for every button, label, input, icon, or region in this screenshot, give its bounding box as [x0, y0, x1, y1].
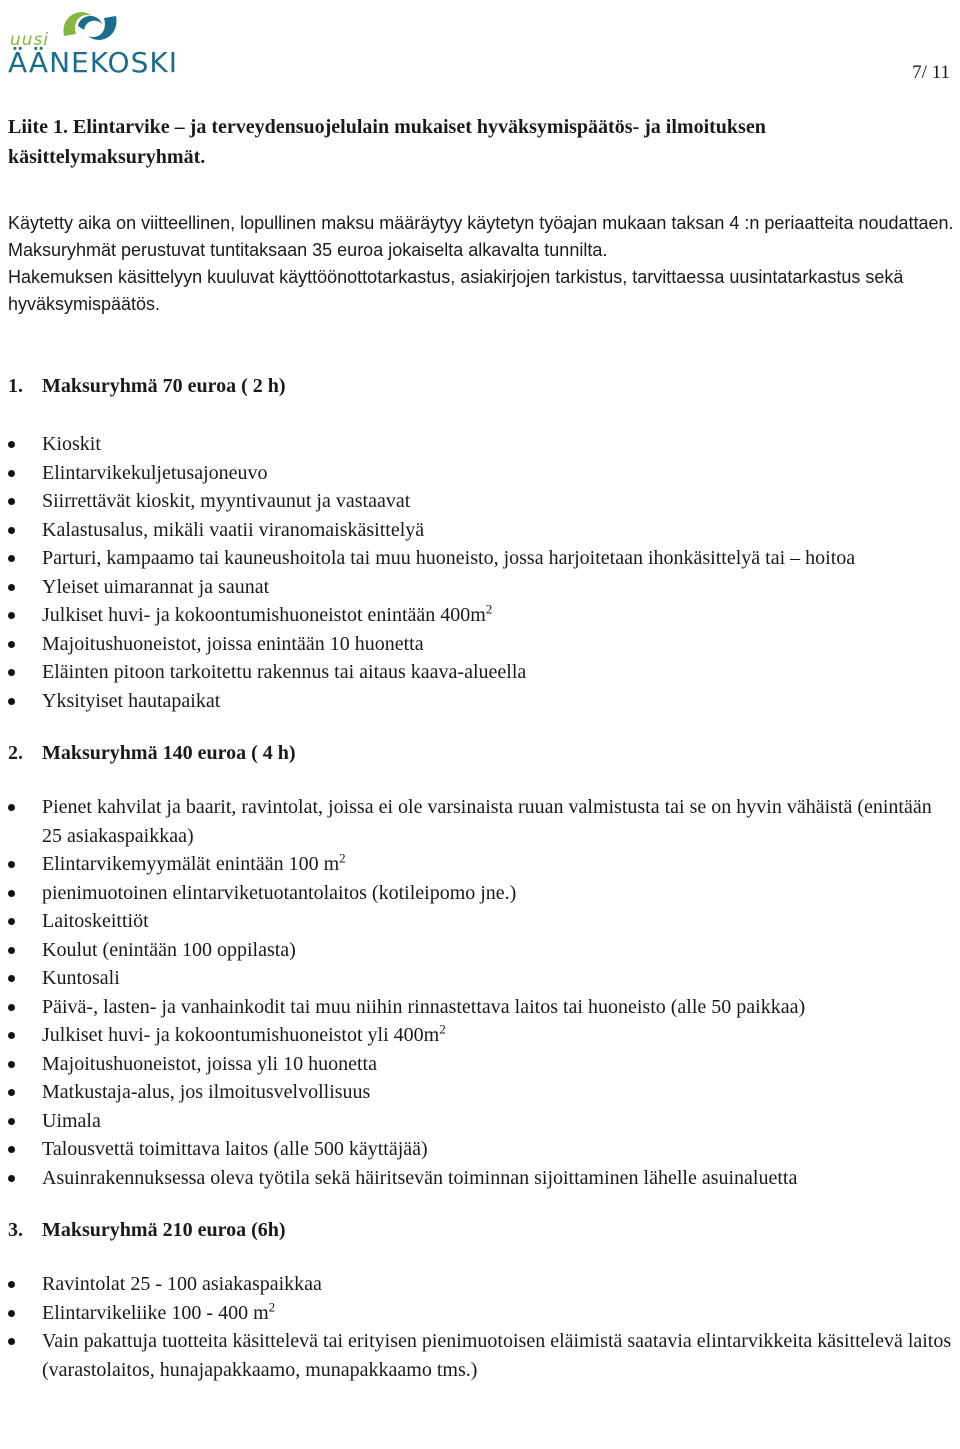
fee-group-title: Maksuryhmä 210 euroa (6h) — [42, 1219, 286, 1241]
list-item-text: Elintarvikemyymälät enintään 100 m — [42, 853, 340, 875]
list-item-text: Asuinrakennuksessa oleva työtila sekä häiritsevän toiminnan sijoittaminen lähelle asuinaluetta — [42, 1166, 798, 1189]
bullet-icon — [8, 1061, 15, 1068]
intro-text — [8, 210, 954, 318]
list-item-text: Julkiset huvi- ja kokoontumishuoneistot yli 400m — [42, 1024, 440, 1046]
bullet-icon — [8, 498, 15, 505]
list-item — [8, 1135, 954, 1164]
fee-group-2 — [8, 739, 954, 1192]
list-item-text: Koulut (enintään 100 oppilasta) — [42, 938, 296, 961]
list-item — [8, 1078, 954, 1107]
list-item-text: Vain pakattuja tuotteita käsittelevä tai erityisen pienimuotoisen eläimistä saatavia elintarvikkeita käsittelevä laitos (varastolaitos, hunajapakkaamo, munapakkaamo tms.) — [42, 1330, 952, 1381]
bullet-icon — [8, 1175, 15, 1182]
bullet-icon — [8, 918, 15, 925]
bullet-icon — [8, 1281, 15, 1288]
superscript: 2 — [485, 601, 493, 617]
list-item — [8, 601, 954, 630]
list-item-text: Elintarvikekuljetusajoneuvo — [42, 461, 268, 484]
list-item — [8, 516, 954, 545]
bullet-icon — [8, 669, 15, 676]
list-item-text: Julkiset huvi- ja kokoontumishuoneistot enintään 400m — [42, 604, 486, 626]
bullet-icon — [8, 804, 15, 811]
list-item — [8, 850, 954, 879]
fee-group-number: 2. — [8, 742, 23, 764]
bullet-icon — [8, 861, 15, 868]
fee-group-title: Maksuryhmä 70 euroa ( 2 h) — [42, 375, 286, 397]
fee-group-1 — [8, 372, 954, 715]
list-item-text: Laitoskeittiöt — [42, 910, 149, 932]
fee-groups — [8, 372, 954, 1384]
list-item-text: Kalastusalus, mikäli vaatii viranomaiskäsittelyä — [42, 518, 425, 541]
list-item-text: Yleiset uimarannat ja saunat — [42, 575, 270, 598]
fee-group-number: 3. — [8, 1219, 23, 1241]
bullet-icon — [8, 975, 15, 982]
bullet-icon — [8, 890, 15, 897]
list-item — [8, 1327, 954, 1384]
bullet-icon — [8, 641, 15, 648]
list-item-text: Matkustaja-alus, jos ilmoitusvelvollisuus — [42, 1081, 371, 1103]
bullet-icon — [8, 527, 15, 534]
bullet-icon — [8, 470, 15, 477]
list-item-text: Päivä-, lasten- ja vanhainkodit tai muu niihin rinnastettava laitos tai huoneisto (alle 50 paikkaa) — [42, 995, 806, 1018]
logo-word-uusi: uusi — [10, 30, 50, 50]
bullet-icon — [8, 612, 15, 619]
list-item — [8, 544, 954, 573]
list-item — [8, 1107, 954, 1136]
list-item — [8, 936, 954, 965]
logo-word-aanekoski: ÄÄNEKOSKI — [8, 46, 178, 79]
list-item-text: Majoitushuoneistot, joissa yli 10 huonetta — [42, 1052, 377, 1075]
bullet-icon — [8, 1032, 15, 1039]
logo-mark-icon — [58, 6, 122, 46]
fee-group-items — [8, 1270, 954, 1384]
bullet-icon — [8, 1310, 15, 1317]
fee-group-number: 1. — [8, 375, 23, 397]
list-item — [8, 1021, 954, 1050]
list-item-text: Uimala — [42, 1109, 101, 1132]
list-item — [8, 1270, 954, 1299]
list-item — [8, 993, 954, 1022]
bullet-icon — [8, 441, 15, 448]
list-item-text: Parturi, kampaamo tai kauneushoitola tai muu huoneisto, jossa harjoitetaan ihonkäsittelyä tai – hoitoa — [42, 547, 856, 569]
bullet-icon — [8, 698, 15, 705]
fee-group-heading — [8, 739, 954, 767]
bullet-icon — [8, 1338, 15, 1345]
list-item — [8, 658, 954, 687]
fee-group-heading — [8, 372, 954, 400]
fee-group-items — [8, 430, 954, 715]
fee-group-heading — [8, 1216, 954, 1244]
list-item — [8, 879, 954, 908]
intro-paragraph-2: Hakemuksen käsittelyyn kuuluvat käyttöönottotarkastus, asiakirjojen tarkistus, tarvittaessa uusintatarkastus sekä hyväksymispäätös. — [8, 267, 904, 314]
list-item-text: Talousvettä toimittava laitos (alle 500 käyttäjää) — [42, 1138, 428, 1160]
superscript: 2 — [268, 1298, 276, 1314]
list-item — [8, 487, 954, 516]
list-item — [8, 1050, 954, 1079]
aanekoski-logo — [6, 4, 178, 79]
list-item-text: Eläinten pitoon tarkoitettu rakennus tai aitaus kaava-alueella — [42, 661, 527, 683]
bullet-icon — [8, 947, 15, 954]
bullet-icon — [8, 1089, 15, 1096]
bullet-icon — [8, 584, 15, 591]
list-item — [8, 1164, 954, 1193]
bullet-icon — [8, 1146, 15, 1153]
list-item-text: Ravintolat 25 - 100 asiakaspaikkaa — [42, 1273, 322, 1295]
list-item — [8, 459, 954, 488]
list-item — [8, 1299, 954, 1328]
list-item — [8, 964, 954, 993]
list-item — [8, 573, 954, 602]
list-item-text: Majoitushuoneistot, joissa enintään 10 huonetta — [42, 632, 424, 655]
list-item-text: Siirrettävät kioskit, myyntivaunut ja vastaavat — [42, 490, 411, 512]
list-item — [8, 630, 954, 659]
list-item-text: Pienet kahvilat ja baarit, ravintolat, joissa ei ole varsinaista ruuan valmistusta tai se on hyvin vähäistä (enintään 25 asiakaspaikkaa) — [42, 796, 932, 847]
list-item — [8, 687, 954, 716]
list-item — [8, 907, 954, 936]
list-item — [8, 430, 954, 459]
page-number: 7/ 11 — [912, 62, 950, 83]
list-item-text: Kioskit — [42, 433, 101, 455]
document-body — [8, 112, 954, 1384]
bullet-icon — [8, 1118, 15, 1125]
list-item-text: Elintarvikeliike 100 - 400 m — [42, 1301, 269, 1324]
fee-group-title: Maksuryhmä 140 euroa ( 4 h) — [42, 742, 296, 764]
bullet-icon — [8, 1004, 15, 1011]
bullet-icon — [8, 555, 15, 562]
superscript: 2 — [339, 850, 346, 866]
list-item-text: Kuntosali — [42, 967, 120, 989]
intro-paragraph-1: Käytetty aika on viitteellinen, lopullinen maksu määräytyy käytetyn työajan mukaan taksan 4 :n periaatteita noudattaen. Maksuryhmät perustuvat tuntitaksaan 35 euroa jokaiselta alkavalta tunnilta. — [8, 213, 954, 260]
superscript: 2 — [439, 1021, 446, 1037]
list-item-text: Yksityiset hautapaikat — [42, 689, 221, 712]
fee-group-items — [8, 793, 954, 1192]
list-item-text: pienimuotoinen elintarviketuotantolaitos (kotileipomo jne.) — [42, 881, 517, 904]
document-title: Liite 1. Elintarvike – ja terveydensuojelulain mukaiset hyväksymispäätös- ja ilmoituksen käsittelymaksuryhmät. — [8, 116, 766, 168]
list-item — [8, 793, 954, 850]
fee-group-3 — [8, 1216, 954, 1384]
